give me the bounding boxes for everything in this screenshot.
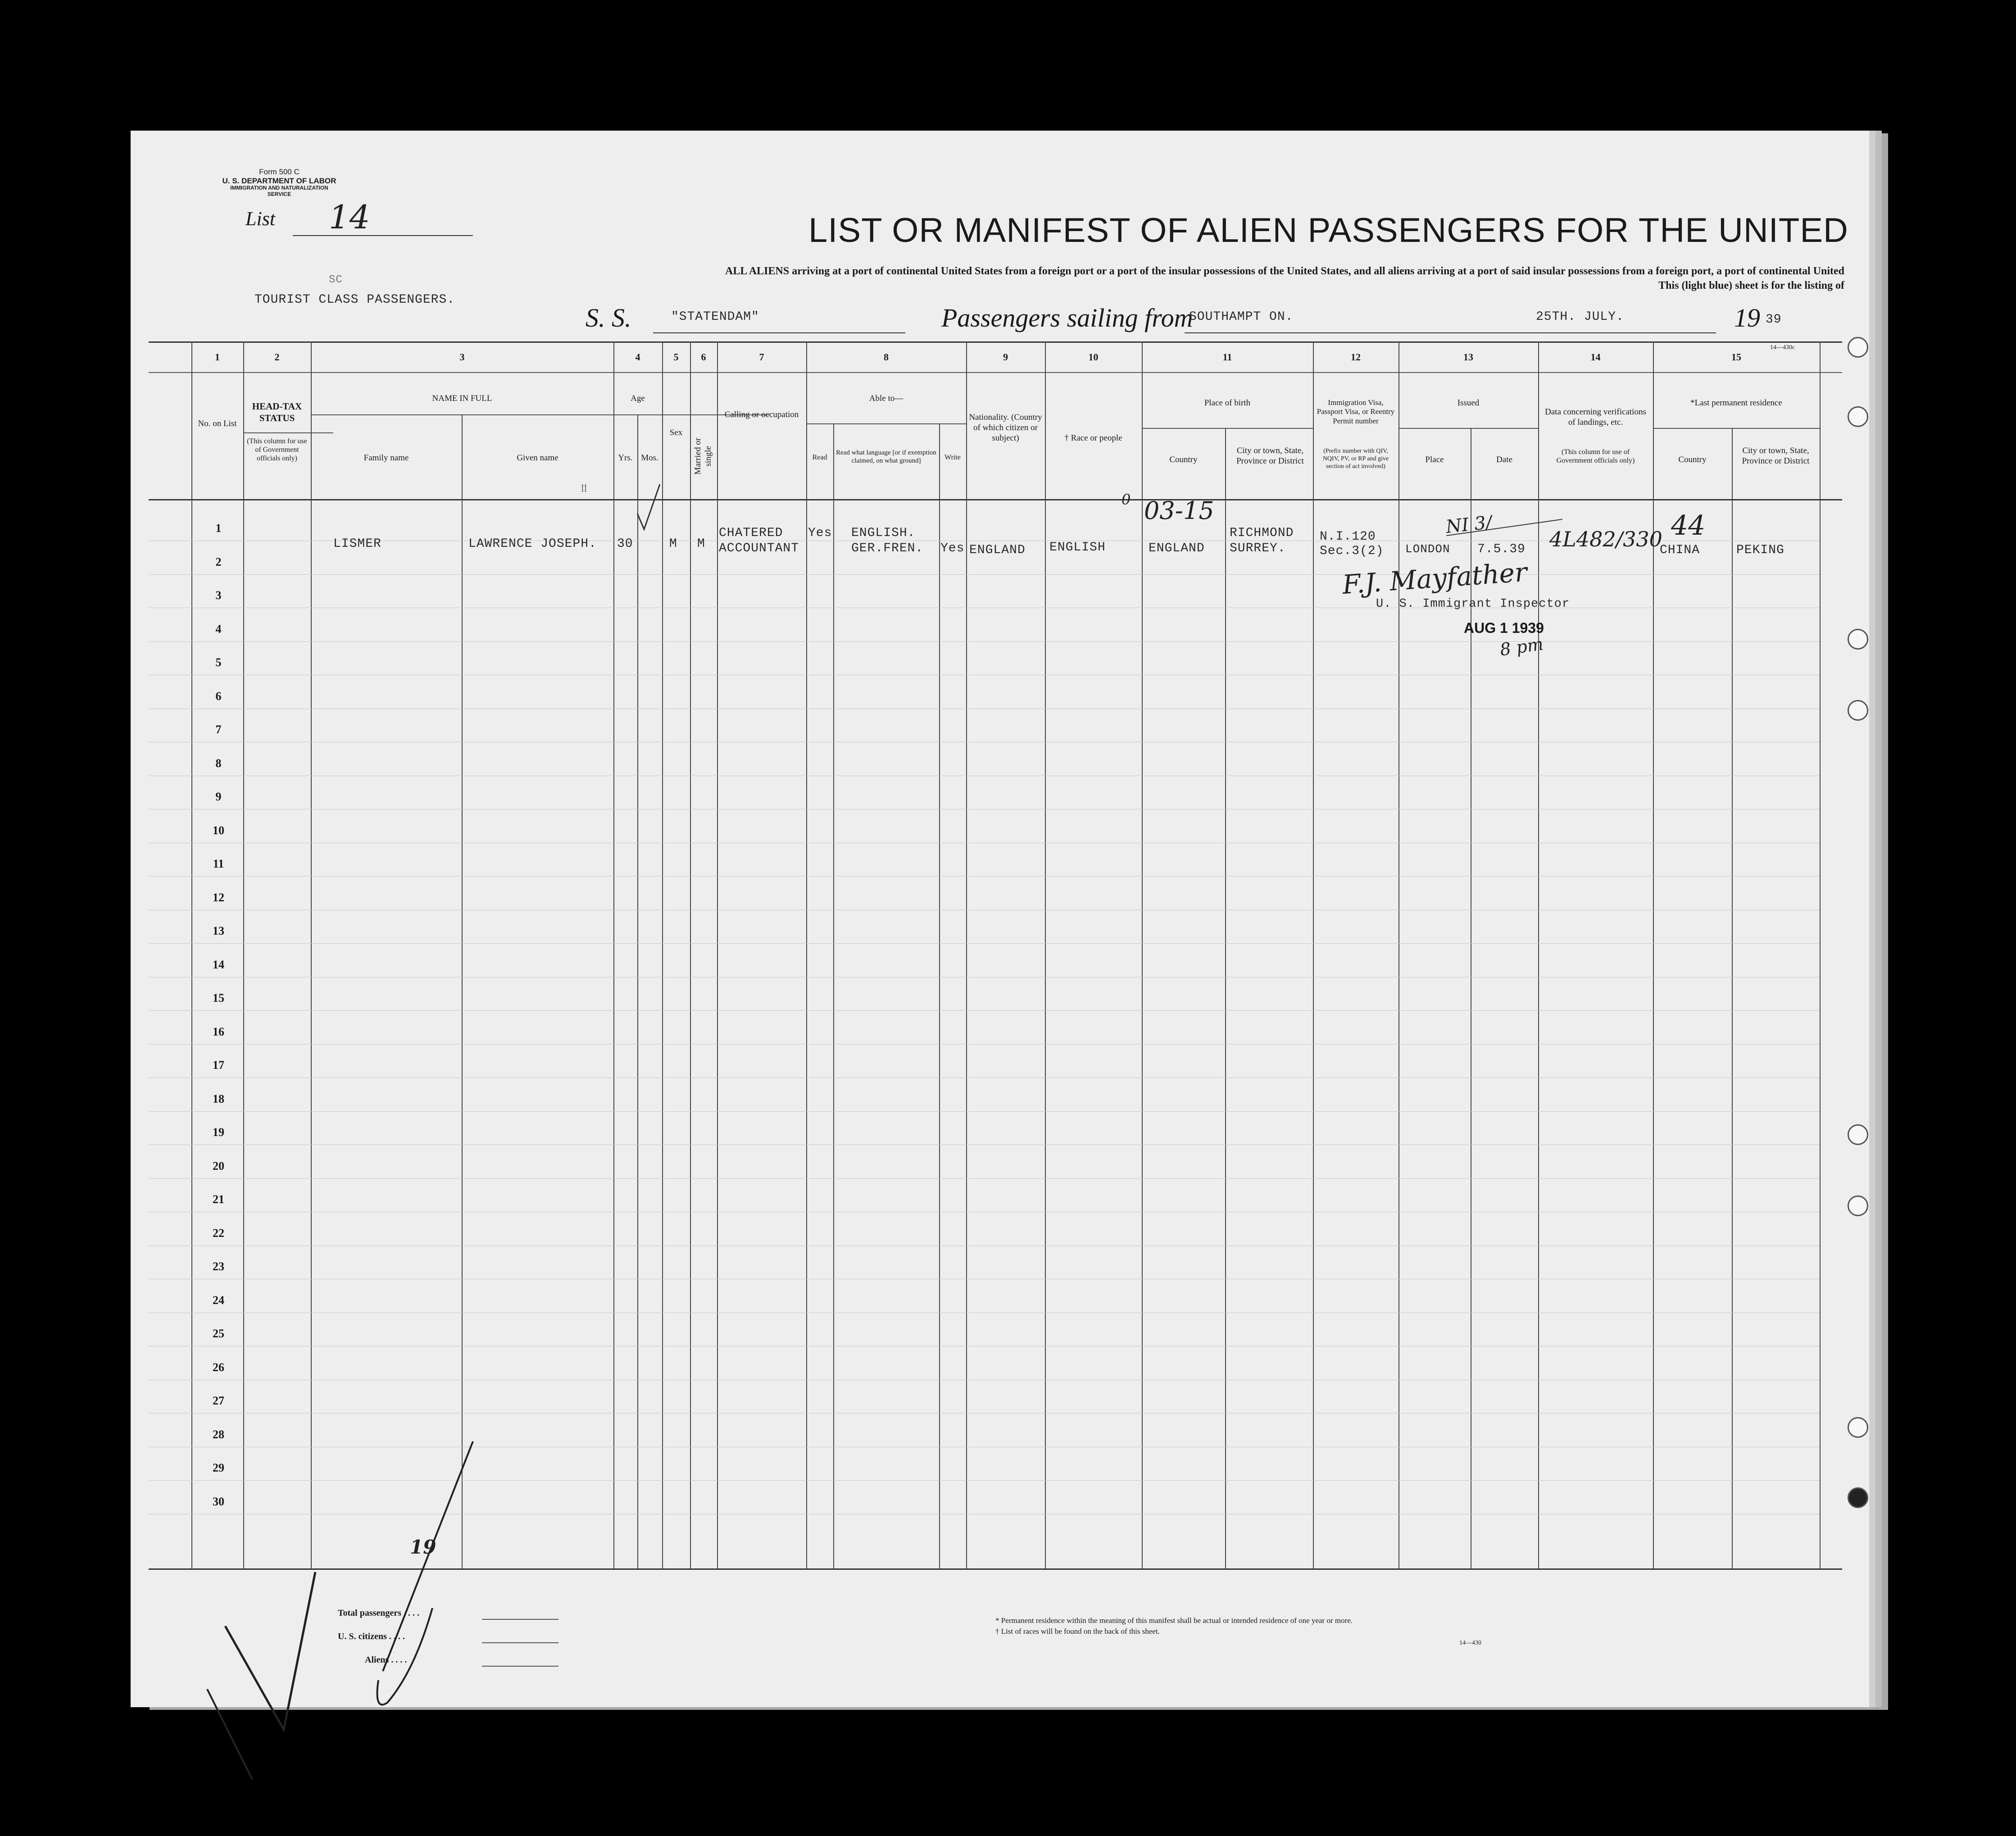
row-number: 20 (213, 1159, 224, 1172)
header-visa: Immigration Visa, Passport Visa, or Reentry Permit number (1317, 398, 1395, 425)
row-number: 12 (213, 891, 224, 904)
col-rule-8 (806, 341, 807, 1569)
col-rule-11b (1225, 428, 1226, 1569)
col-rule-13 (1398, 341, 1399, 1569)
col-number-5: 5 (673, 351, 679, 363)
col-rule-8b (833, 423, 834, 1569)
col-rule-11 (1142, 341, 1143, 1569)
row-rule (149, 1077, 1820, 1078)
nationality-cell: ENGLAND (969, 543, 1026, 557)
col-rule-2 (243, 341, 244, 1569)
aliens-label: Aliens . . . . (365, 1655, 407, 1665)
header-name-in-full: NAME IN FULL (432, 394, 492, 403)
col-number-12: 12 (1351, 351, 1361, 363)
row-rule (149, 876, 1820, 877)
header-issued-date: Date (1496, 455, 1512, 464)
header-visa-note: (Prefix number with QIV, NQIV, PV, or RP and give section of act involved) (1322, 448, 1389, 470)
issued-place-cell: LONDON (1405, 542, 1450, 556)
visa-line-2: Sec.3(2) (1320, 544, 1384, 558)
form-number: Form 500 C (259, 168, 300, 176)
row-number: 23 (213, 1260, 224, 1273)
row-number: 26 (213, 1360, 224, 1374)
landing-data-cell: 4L482/330 (1549, 527, 1662, 551)
row-number: 30 (213, 1495, 224, 1508)
col-rule-9 (966, 341, 967, 1569)
header-place-of-birth: Place of birth (1204, 398, 1251, 408)
header-married: Married or single (693, 437, 713, 475)
header-age: Age (631, 394, 645, 403)
sailing-date: 25TH. JULY. (1536, 310, 1624, 324)
bottom-count: 19 (410, 1536, 436, 1558)
birth-code-annotation: 03-15 (1144, 496, 1214, 525)
col-rule-14 (1538, 341, 1539, 1569)
row-number: 28 (213, 1427, 224, 1441)
dots-mark: ⁞⁞ (581, 483, 587, 495)
row-number: 29 (213, 1461, 224, 1474)
row-number: 17 (213, 1059, 224, 1072)
row-number: 13 (213, 924, 224, 937)
row-number: 18 (213, 1092, 224, 1105)
language-line-1: ENGLISH. (851, 526, 916, 540)
col-rule-end (1820, 341, 1821, 1569)
row-number: 25 (213, 1327, 224, 1340)
row-number: 22 (213, 1226, 224, 1240)
column-number-rule (149, 372, 1842, 373)
family-name-cell: LISMER (333, 537, 381, 551)
aliens-line (482, 1666, 558, 1667)
footnote-races: † List of races will be found on the back of this sheet. (995, 1627, 1160, 1636)
col-number-8: 8 (884, 351, 889, 363)
aliens-text: Aliens (365, 1655, 389, 1665)
header-issued-place: Place (1425, 455, 1444, 464)
col-number-9: 9 (1003, 351, 1008, 363)
inspection-stamp-time: 8 pm (1498, 634, 1545, 660)
row-number: 2 (215, 555, 222, 568)
header-head-tax-note: (This column for use of Government officials only) (247, 437, 307, 463)
row-number: 6 (215, 689, 222, 703)
class-mark: SC (329, 274, 343, 286)
row-number: 16 (213, 1025, 224, 1038)
col-rule-4 (613, 341, 614, 1569)
col-rule-3b (462, 414, 463, 1569)
header-read-language: Read what language [or if exemption claimed, on what ground] (836, 449, 936, 464)
race-cell: ENGLISH (1049, 541, 1106, 554)
binder-hole-7 (1848, 1417, 1868, 1438)
ship-underline (653, 332, 905, 333)
col-number-4: 4 (635, 351, 640, 363)
year-prefix: 19 (1734, 303, 1760, 332)
row-number: 27 (213, 1394, 224, 1407)
header-family-name: Family name (363, 453, 409, 463)
header-able-to: Able to— (869, 394, 904, 403)
col-rule-12 (1313, 341, 1314, 1569)
row-rule (149, 1044, 1820, 1045)
residence-rule (1653, 428, 1820, 429)
row-number: 5 (215, 656, 222, 669)
footer-form-code: 14—430 (1459, 1640, 1481, 1646)
sailing-port: SOUTHAMPT ON. (1189, 310, 1294, 324)
col-number-15: 15 (1731, 351, 1741, 363)
total-passengers-label: Total passengers . . . . (338, 1608, 419, 1618)
row-number: 9 (215, 790, 222, 803)
year-suffix: 39 (1766, 313, 1782, 327)
form-code-top: 14—430c (1770, 344, 1795, 351)
col-number-10: 10 (1088, 351, 1099, 363)
binder-hole-6 (1848, 1195, 1868, 1216)
row-number: 1 (215, 522, 222, 535)
ship-name: "STATENDAM" (671, 310, 759, 324)
form-header (221, 168, 338, 198)
header-birth-country: Country (1169, 455, 1198, 464)
col-rule-15 (1653, 341, 1654, 1569)
residence-code-annotation: 44 (1671, 510, 1706, 541)
row-number: 4 (215, 622, 222, 636)
col-rule-10 (1045, 341, 1046, 1569)
ship-prefix: S. S. (586, 303, 631, 332)
col-number-11: 11 (1222, 351, 1232, 363)
header-residence-city: City or town, State, Province or District (1742, 446, 1810, 466)
header-residence-country: Country (1678, 455, 1707, 464)
occupation-line-1: CHATERED (719, 526, 783, 540)
intro-line-1: ALL ALIENS arriving at a port of continental United States from a foreign port or a port of the insular possessions of the United States, and all aliens arriving at a port of said insular possessions from a foreign port, a port of continental United (725, 265, 1844, 277)
list-label: List (245, 208, 276, 230)
row-rule (149, 1010, 1820, 1011)
row-number: 19 (213, 1126, 224, 1139)
row-rule (149, 574, 1820, 575)
birth-country-cell: ENGLAND (1149, 541, 1205, 555)
birth-rule (1142, 428, 1313, 429)
col-number-2: 2 (274, 351, 280, 363)
row-number: 8 (215, 756, 222, 770)
header-mos: Mos. (641, 453, 658, 463)
header-race: † Race or people (1064, 433, 1122, 443)
us-citizens-line (482, 1642, 558, 1643)
write-cell: Yes (940, 541, 965, 555)
manifest-title: LIST OR MANIFEST OF ALIEN PASSENGERS FOR THE UNITED (808, 211, 1848, 250)
col-number-6: 6 (701, 351, 706, 363)
row-number: 15 (213, 991, 224, 1004)
col-number-14: 14 (1590, 351, 1601, 363)
header-calling: Calling or occupation (724, 410, 799, 419)
col-rule-15b (1732, 428, 1733, 1569)
given-name-cell: LAWRENCE JOSEPH. (468, 537, 597, 551)
row-number: 11 (213, 857, 224, 870)
department-name: U. S. DEPARTMENT OF LABOR (222, 176, 336, 185)
row-number: 24 (213, 1293, 224, 1307)
row-rule (149, 1245, 1820, 1246)
header-sex: Sex (669, 428, 683, 437)
binder-hole-4 (1848, 700, 1868, 721)
row-number: 3 (215, 589, 222, 602)
header-read: Read (812, 454, 827, 461)
residence-city-cell: PEKING (1736, 543, 1784, 557)
intro-text (608, 264, 1844, 293)
row-number: 21 (213, 1193, 224, 1206)
col-number-3: 3 (459, 351, 465, 363)
footnote-residence: * Permanent residence within the meaning of this manifest shall be actual or intended residence of one year or more. (995, 1616, 1353, 1625)
row-number: 14 (213, 958, 224, 971)
birth-city-line-1: RICHMOND (1230, 526, 1294, 540)
list-underline (293, 235, 473, 236)
header-yrs: Yrs. (618, 453, 633, 463)
total-passengers-text: Total passengers (338, 1608, 401, 1618)
col-number-13: 13 (1463, 351, 1473, 363)
header-given-name: Given name (517, 453, 558, 463)
binder-hole-2 (1848, 406, 1868, 427)
header-last-residence: *Last permanent residence (1690, 398, 1782, 408)
row-rule (149, 641, 1820, 642)
headtax-rule (243, 432, 333, 433)
col-rule-5 (662, 341, 663, 1569)
married-cell: M (697, 537, 705, 551)
row-rule (149, 1111, 1820, 1112)
row-number: 10 (213, 823, 224, 837)
header-head-tax (243, 401, 311, 424)
inspector-title: U. S. Immigrant Inspector (1376, 597, 1570, 611)
sex-cell: M (669, 537, 677, 551)
ableto-rule (806, 423, 966, 424)
row-rule (149, 1178, 1820, 1179)
inspection-stamp-date: AUG 1 1939 (1464, 620, 1544, 636)
row-number: 7 (215, 723, 222, 736)
visa-line-1: N.I.120 (1320, 530, 1376, 544)
sailing-label: Passengers sailing from (941, 303, 1193, 332)
zero-annotation: 0 (1122, 491, 1131, 508)
header-head-tax-label: HEAD-TAX STATUS (252, 401, 302, 423)
col-rule-6 (690, 341, 691, 1569)
issued-rule (1398, 428, 1538, 429)
header-issued: Issued (1457, 398, 1480, 408)
name-rule (311, 414, 770, 415)
binder-hole-8 (1848, 1487, 1868, 1508)
col-rule-8c (939, 423, 940, 1569)
header-landing-data: Data concerning verifications of landings, etc. (1545, 407, 1646, 427)
age-years-cell: 30 (617, 537, 633, 551)
manifest-page (131, 131, 1869, 1707)
header-birth-city: City or town, State, Province or District (1236, 446, 1304, 466)
check-mark-icon (635, 482, 662, 532)
col-number-7: 7 (759, 351, 764, 363)
birth-city-line-2: SURREY. (1230, 541, 1286, 555)
header-landing-note: (This column for use of Government officials only) (1556, 448, 1635, 465)
binder-hole-3 (1848, 629, 1868, 650)
binder-hole-1 (1848, 337, 1868, 358)
class-line: TOURIST CLASS PASSENGERS. (254, 293, 455, 307)
issued-date-cell: 7.5.39 (1477, 542, 1526, 556)
col-number-1: 1 (215, 351, 220, 363)
us-citizens-text: U. S. citizens (338, 1631, 387, 1641)
header-bottom-rule (149, 499, 1842, 500)
total-passengers-line (482, 1619, 558, 1620)
col-rule-4b (637, 414, 638, 1569)
table-top-rule (149, 341, 1842, 343)
binder-hole-5 (1848, 1124, 1868, 1145)
residence-country-cell: CHINA (1660, 543, 1700, 557)
inspector-signature: F.J. Mayfather (1341, 556, 1528, 600)
service-name: IMMIGRATION AND NATURALIZATION SERVICE (230, 185, 328, 197)
header-write: Write (944, 454, 961, 461)
col-rule-3 (311, 341, 312, 1569)
us-citizens-label: U. S. citizens . . . . (338, 1631, 405, 1641)
header-no-on-list: No. on List (198, 419, 237, 428)
list-number: 14 (329, 198, 370, 236)
intro-line-2: This (light blue) sheet is for the listing of (1658, 280, 1844, 292)
read-cell: Yes (808, 526, 832, 540)
visa-hand-annotation: NI 3/ (1444, 512, 1493, 538)
row-rule (149, 943, 1820, 944)
date-underline (1527, 332, 1716, 333)
header-nationality: Nationality. (Country of which citizen or subject) (969, 413, 1042, 443)
col-rule-7 (717, 341, 718, 1569)
occupation-line-2: ACCOUNTANT (719, 541, 799, 555)
col-rule-1 (191, 341, 192, 1569)
language-line-2: GER.FREN. (851, 541, 924, 555)
